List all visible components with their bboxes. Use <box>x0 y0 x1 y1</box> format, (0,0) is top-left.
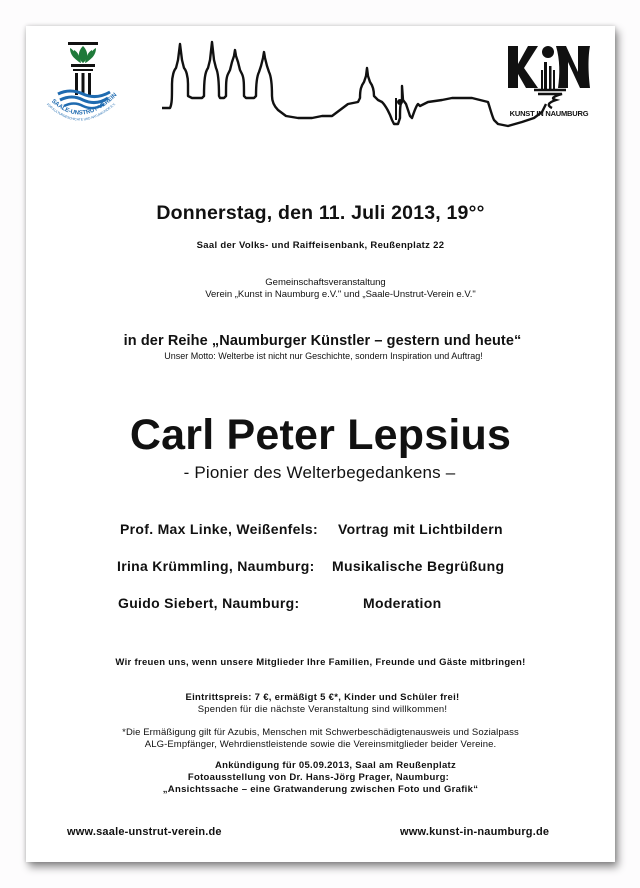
donation-note: Spenden für die nächste Veranstaltung sind willkommen! <box>197 704 448 715</box>
welcome-note: Wir freuen uns, wenn unsere Mitglieder Ihre Familien, Freunde und Gäste mitbringen! <box>115 657 526 668</box>
svg-text:FÜR KULTURGESCHICHTE UND NATUR: FÜR KULTURGESCHICHTE UND NATURKUNDE E.V. <box>45 101 117 122</box>
announcement-exhibition: Fotoausstellung von Dr. Hans-Jörg Prager, Naumburg: <box>187 772 450 783</box>
discount-note: *Die Ermäßigung gilt für Azubis, Menschen mit Schwerbeschädigtenausweis und Sozialpass <box>122 727 519 738</box>
svg-text:SAALE-UNSTRUT-VEREIN: SAALE-UNSTRUT-VEREIN <box>50 92 119 117</box>
program-activity: Vortrag mit Lichtbildern <box>338 521 503 537</box>
kin-logo-caption: KUNST IN NAUMBURG <box>509 109 589 118</box>
event-date: Donnerstag, den 11. Juli 2013, 19°° <box>156 202 485 224</box>
joint-event-label: Gemeinschaftsveranstaltung <box>265 277 386 288</box>
program-speaker: Guido Siebert, Naumburg: <box>118 595 300 611</box>
saale-unstrut-verein-link[interactable]: www.saale-unstrut-verein.de <box>67 826 222 838</box>
program-speaker: Irina Krümmling, Naumburg: <box>117 558 315 574</box>
event-motto: Unser Motto: Welterbe ist nicht nur Geschichte, sondern Inspiration und Auftrag! <box>164 351 483 361</box>
kunst-in-naumburg-link[interactable]: www.kunst-in-naumburg.de <box>400 826 550 838</box>
poster-page <box>26 26 615 862</box>
program-activity: Musikalische Begrüßung <box>332 558 505 574</box>
admission-price: Eintrittspreis: 7 €, ermäßigt 5 €*, Kinder und Schüler frei! <box>185 692 460 703</box>
discount-note: ALG-Empfänger, Wehrdienstleistende sowie die Vereinsmitglieder beider Vereine. <box>144 739 497 750</box>
event-series: in der Reihe „Naumburger Künstler – gestern und heute“ <box>123 333 522 349</box>
joint-event-organizers: Verein „Kunst in Naumburg e.V." und „Saale-Unstrut-Verein e.V." <box>205 289 476 300</box>
saale-unstrut-verein-logo-icon <box>40 40 122 122</box>
program-activity: Moderation <box>363 595 442 611</box>
event-title: Carl Peter Lepsius <box>129 411 512 459</box>
announcement-date: Ankündigung für 05.09.2013, Saal am Reußenplatz <box>214 760 457 771</box>
program-speaker: Prof. Max Linke, Weißenfels: <box>120 521 318 537</box>
naumburg-skyline-icon <box>162 40 547 150</box>
event-venue: Saal der Volks- und Raiffeisenbank, Reußenplatz 22 <box>196 240 445 251</box>
announcement-title: „Ansichtssache – eine Gratwanderung zwischen Foto und Grafik“ <box>162 784 479 795</box>
event-subtitle: - Pionier des Welterbegedankens – <box>183 463 456 482</box>
